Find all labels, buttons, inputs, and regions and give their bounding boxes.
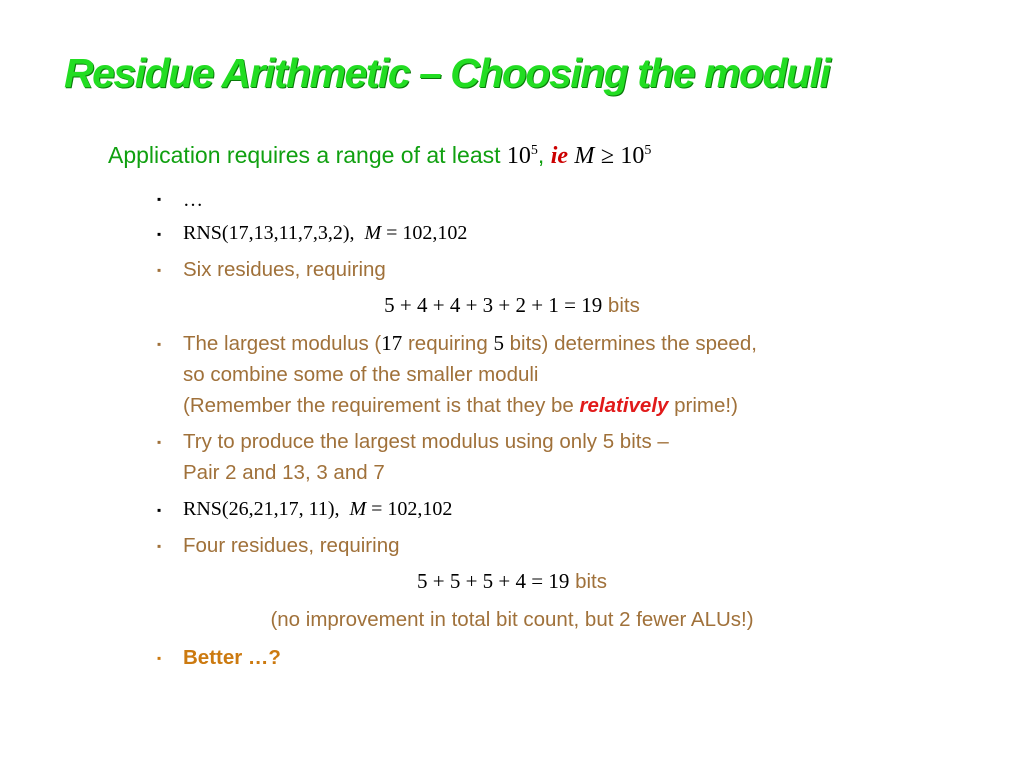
bullet-largest-line-2: so combine some of the smaller moduli [183, 363, 539, 386]
bullet-better: Better …? [183, 646, 281, 669]
bullet-marker: ▪ [157, 435, 162, 449]
bullet-largest-line-3: (Remember the requirement is that they be relatively prime!) [183, 394, 738, 417]
bullet-four-residues: Four residues, requiring [183, 534, 400, 557]
bullet-marker: ▪ [157, 227, 162, 241]
heading-power-2: $10^5$ [620, 143, 652, 169]
bullet-try-line-2: Pair 2 and 13, 3 and 7 [183, 461, 385, 484]
heading-ie: ie [550, 143, 569, 169]
bullet-marker: ▪ [157, 192, 162, 206]
heading-M: M [574, 143, 595, 169]
bullet-marker: ▪ [157, 263, 162, 277]
heading-comma: , [537, 142, 545, 168]
bullet-ellipsis: … [183, 189, 203, 211]
heading-geq: ≥ [600, 143, 614, 169]
bullet-rns-2: RNS(26,21,17, 11), M = 102,102 [183, 498, 453, 520]
bullet-marker: ▪ [157, 503, 162, 517]
equation-1: 5 + 4 + 4 + 3 + 2 + 1 = 19 bits [384, 293, 640, 317]
no-improvement-note: (no improvement in total bit count, but 2 fewer ALUs!) [270, 608, 754, 631]
slide-title: Residue Arithmetic – Choosing the moduli [64, 50, 830, 96]
bullet-marker: ▪ [157, 337, 162, 351]
bullet-marker: ▪ [157, 539, 162, 553]
equation-2: 5 + 5 + 5 + 4 = 19 bits [417, 569, 607, 593]
heading-text: Application requires a range of at least [108, 142, 501, 168]
slide-heading [108, 142, 651, 170]
bullet-rns-1: RNS(17,13,11,7,3,2), M = 102,102 [183, 222, 468, 244]
heading-power-1: $10^5$ [506, 143, 538, 169]
bullet-six-residues: Six residues, requiring [183, 258, 386, 281]
bullet-largest-modulus: The largest modulus (17 requiring 5 bits) determines the speed, [183, 331, 757, 355]
bullet-try-line-1: Try to produce the largest modulus using only 5 bits – [183, 430, 669, 453]
bullet-marker: ▪ [157, 651, 162, 665]
